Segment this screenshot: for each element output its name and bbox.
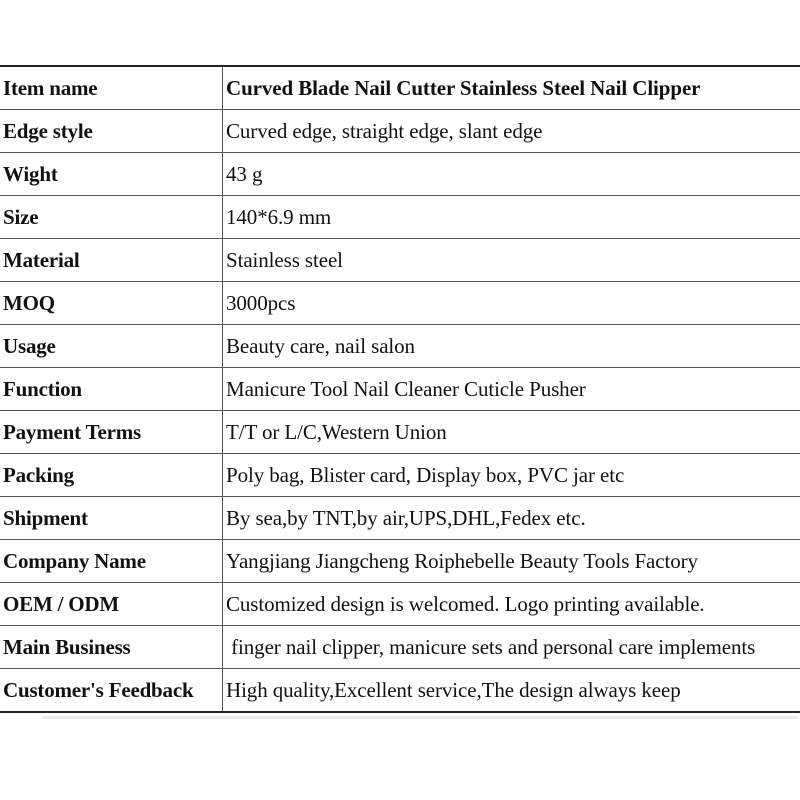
row-label: Payment Terms xyxy=(0,411,223,454)
table-row-customer-feedback xyxy=(0,669,800,713)
row-value: Manicure Tool Nail Cleaner Cuticle Pusher xyxy=(223,368,800,411)
row-label: Edge style xyxy=(0,110,223,153)
table-row-edge-style xyxy=(0,110,800,153)
row-value: Curved Blade Nail Cutter Stainless Steel Nail Clipper xyxy=(223,66,800,110)
table-row-payment-terms xyxy=(0,411,800,454)
table-row-company-name xyxy=(0,540,800,583)
table-row-moq xyxy=(0,282,800,325)
row-value: Poly bag, Blister card, Display box, PVC jar etc xyxy=(223,454,800,497)
table-row-weight xyxy=(0,153,800,196)
row-value: Customized design is welcomed. Logo printing available. xyxy=(223,583,800,626)
table-row-shipment xyxy=(0,497,800,540)
table-row-item-name xyxy=(0,66,800,110)
row-label: OEM / ODM xyxy=(0,583,223,626)
row-value: finger nail clipper, manicure sets and personal care implements xyxy=(223,626,800,669)
row-value: Yangjiang Jiangcheng Roiphebelle Beauty Tools Factory xyxy=(223,540,800,583)
row-value: By sea,by TNT,by air,UPS,DHL,Fedex etc. xyxy=(223,497,800,540)
table-row-material xyxy=(0,239,800,282)
row-value: Curved edge, straight edge, slant edge xyxy=(223,110,800,153)
row-label: Customer's Feedback xyxy=(0,669,223,713)
row-label: Material xyxy=(0,239,223,282)
row-label: Main Business xyxy=(0,626,223,669)
row-value: Stainless steel xyxy=(223,239,800,282)
table-row-packing xyxy=(0,454,800,497)
row-value: T/T or L/C,Western Union xyxy=(223,411,800,454)
row-label: Size xyxy=(0,196,223,239)
table-row-oem-odm xyxy=(0,583,800,626)
row-label: Shipment xyxy=(0,497,223,540)
table-row-usage xyxy=(0,325,800,368)
row-value: 43 g xyxy=(223,153,800,196)
row-value: 140*6.9 mm xyxy=(223,196,800,239)
row-value: High quality,Excellent service,The design always keep xyxy=(223,669,800,713)
row-label: Packing xyxy=(0,454,223,497)
row-label: Company Name xyxy=(0,540,223,583)
table-row-main-business xyxy=(0,626,800,669)
row-label: Usage xyxy=(0,325,223,368)
table-row-function xyxy=(0,368,800,411)
row-label: MOQ xyxy=(0,282,223,325)
row-label: Item name xyxy=(0,66,223,110)
table-bottom-shadow xyxy=(42,716,798,719)
row-label: Wight xyxy=(0,153,223,196)
table-row-size xyxy=(0,196,800,239)
row-value: Beauty care, nail salon xyxy=(223,325,800,368)
row-value: 3000pcs xyxy=(223,282,800,325)
row-label: Function xyxy=(0,368,223,411)
product-spec-table xyxy=(0,65,800,713)
